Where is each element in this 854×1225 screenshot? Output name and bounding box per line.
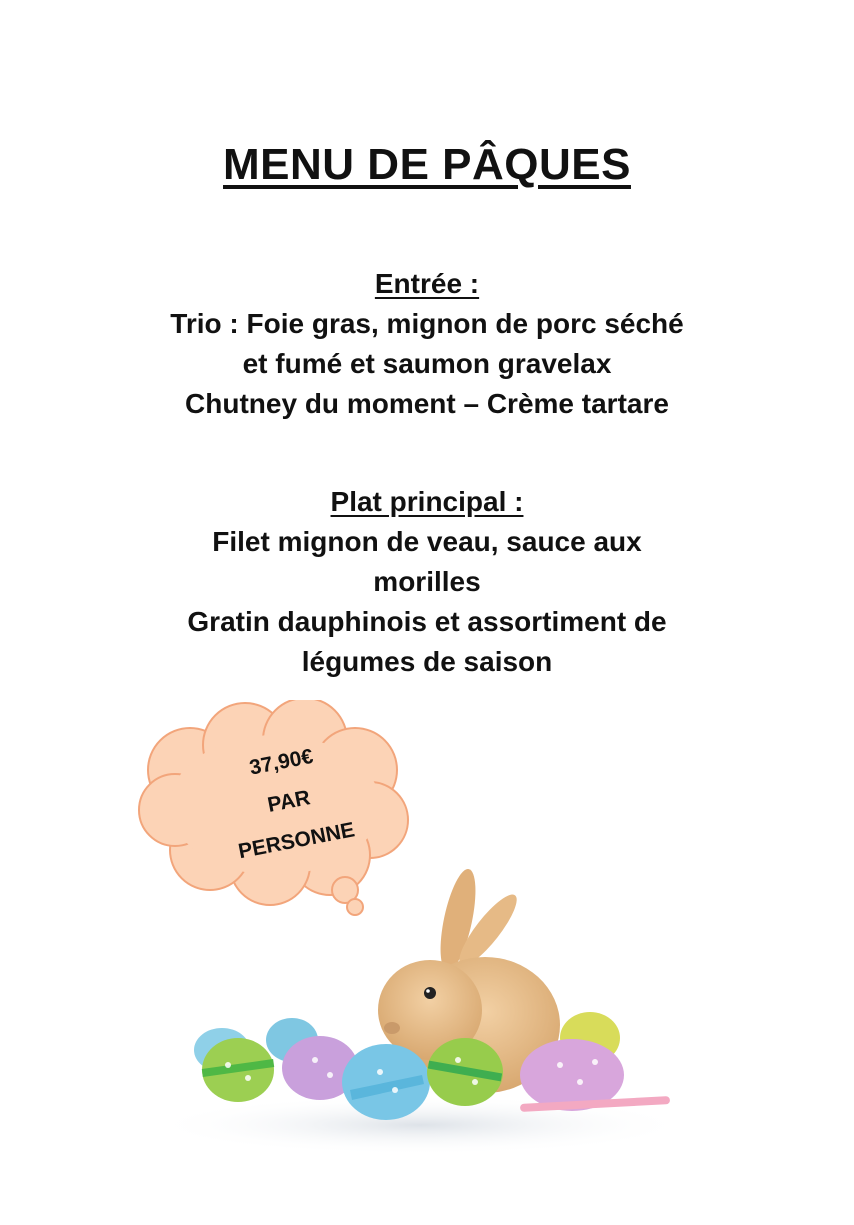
easter-scene xyxy=(140,860,700,1160)
entree-section xyxy=(100,264,754,424)
entree-heading: Entrée : xyxy=(374,268,480,299)
plat-heading: Plat principal : xyxy=(330,486,524,517)
entree-line: et fumé et saumon gravelax xyxy=(242,348,612,379)
page-title: MENU DE PÂQUES xyxy=(223,140,631,189)
plat-line: morilles xyxy=(373,566,481,597)
plat-line: légumes de saison xyxy=(301,646,553,677)
price-unit-line2: PERSONNE xyxy=(236,818,357,864)
price-amount: 37,90€ xyxy=(247,744,315,780)
plat-section xyxy=(100,482,754,682)
entree-line: Trio : Foie gras, mignon de porc séché xyxy=(170,308,684,339)
plat-line: Filet mignon de veau, sauce aux xyxy=(212,526,642,557)
plat-line: Gratin dauphinois et assortiment de xyxy=(187,606,667,637)
entree-line: Chutney du moment – Crème tartare xyxy=(185,388,669,419)
price-unit-line1: PAR xyxy=(265,786,313,817)
